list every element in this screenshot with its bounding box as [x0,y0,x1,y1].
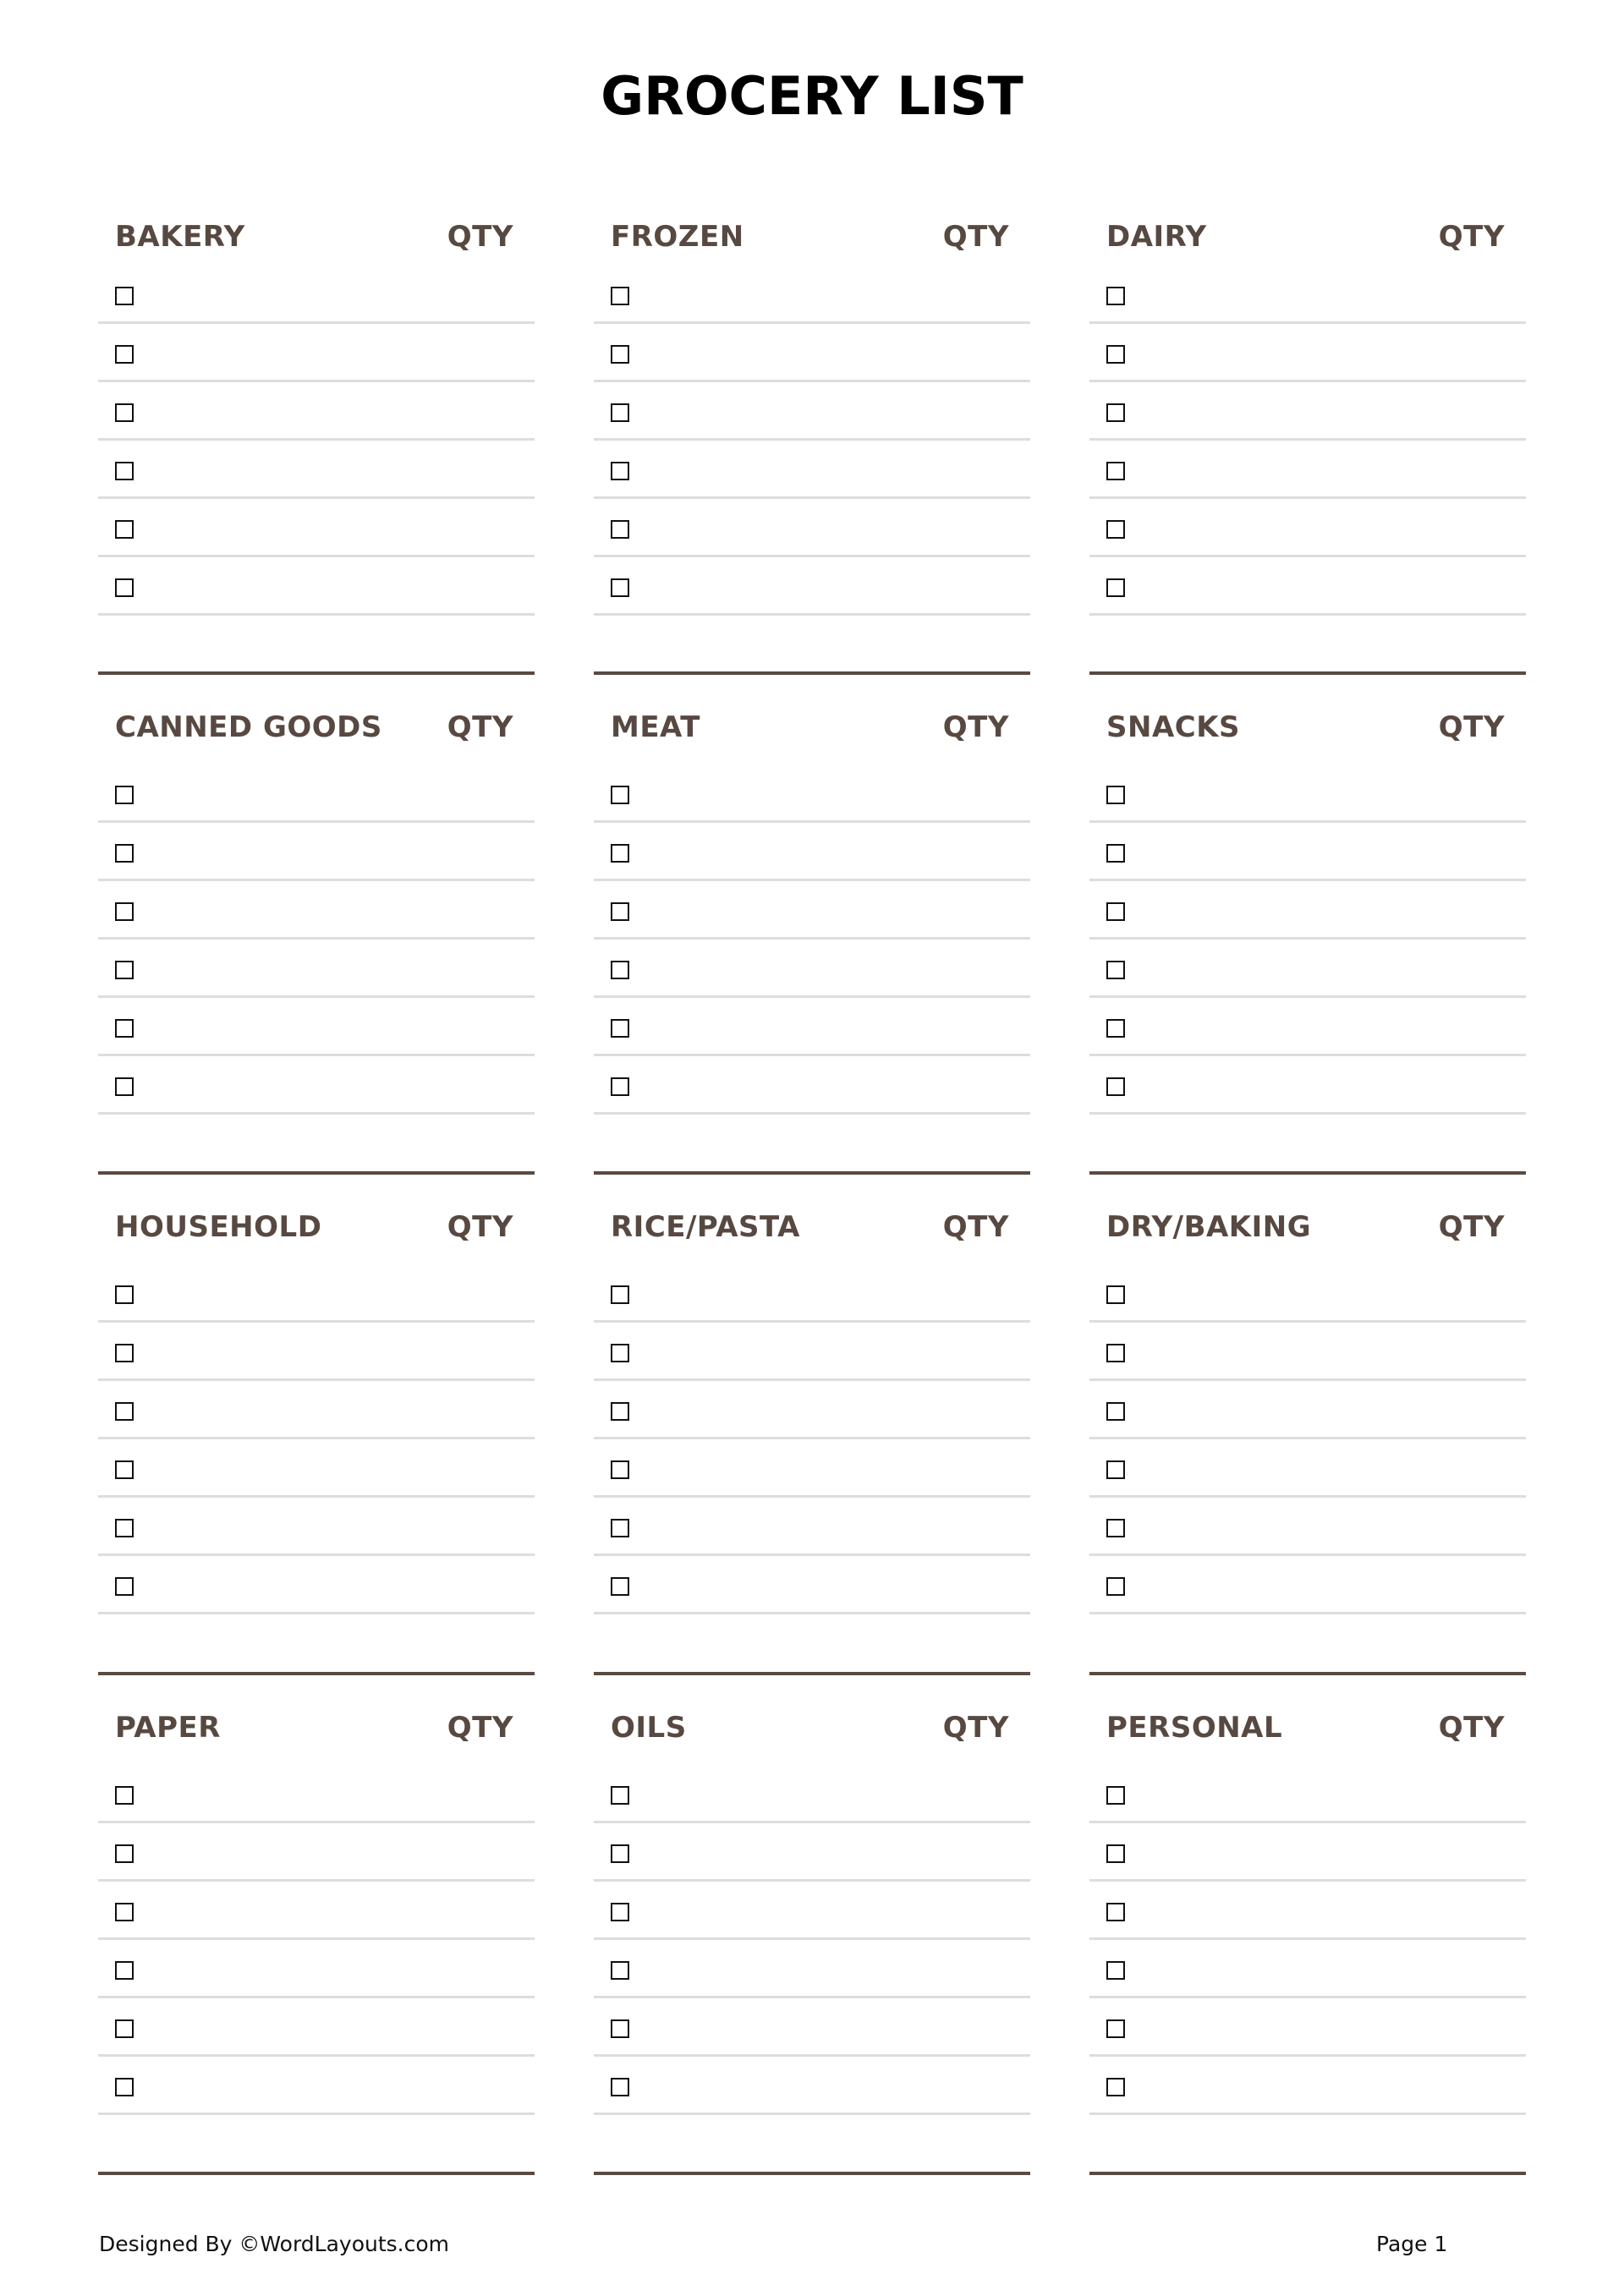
row-divider [594,1612,1030,1614]
list-item[interactable] [594,940,1030,998]
footer-credit: Designed By ©WordLayouts.com [99,2232,450,2256]
checkbox-icon[interactable] [115,1402,134,1421]
row-divider [594,613,1030,616]
list-item[interactable] [1089,1823,1526,1882]
list-item[interactable] [594,1439,1030,1498]
row-divider [1089,1112,1526,1115]
list-item[interactable] [98,266,535,324]
section-divider [98,1171,535,1175]
list-item[interactable] [1089,823,1526,881]
list-item[interactable] [1089,1882,1526,1940]
section-header [1106,704,1505,742]
checkbox-icon[interactable] [1106,1577,1125,1596]
checkbox-icon[interactable] [611,462,629,480]
section-title: DRY/BAKING [1106,1210,1312,1244]
section-header [611,704,1009,742]
checkbox-icon[interactable] [611,1844,629,1863]
checkbox-icon[interactable] [115,287,134,305]
row-divider [1089,613,1526,616]
section-divider [98,1672,535,1675]
checkbox-icon[interactable] [115,2019,134,2038]
checkbox-icon[interactable] [115,1844,134,1863]
list-item[interactable] [1089,940,1526,998]
list-item[interactable] [98,1323,535,1381]
checkbox-icon[interactable] [115,961,134,979]
row-divider [1089,1612,1526,1614]
list-item[interactable] [1089,1940,1526,1998]
qty-label: QTY [942,1711,1009,1745]
list-item[interactable] [1089,1381,1526,1439]
list-item[interactable] [98,940,535,998]
list-item[interactable] [1089,1556,1526,1614]
list-item[interactable] [1089,2057,1526,2115]
section-title: SNACKS [1106,710,1241,744]
list-item[interactable] [98,998,535,1056]
section-header [115,1705,513,1745]
list-item[interactable] [1089,266,1526,324]
section-title: CANNED GOODS [115,710,382,744]
checkbox-icon[interactable] [611,1786,629,1805]
checkbox-icon[interactable] [611,961,629,979]
checkbox-icon[interactable] [1106,1961,1125,1980]
checkbox-icon[interactable] [115,1903,134,1921]
list-item[interactable] [594,441,1030,499]
list-item[interactable] [1089,764,1526,823]
checkbox-icon[interactable] [115,1019,134,1038]
checkbox-icon[interactable] [1106,2078,1125,2096]
list-item[interactable] [594,1765,1030,1823]
checkbox-icon[interactable] [611,345,629,364]
list-item[interactable] [594,324,1030,382]
checkbox-icon[interactable] [1106,844,1125,863]
list-item[interactable] [1089,441,1526,499]
list-item[interactable] [594,1056,1030,1115]
list-item[interactable] [98,1998,535,2057]
list-item[interactable] [594,1940,1030,1998]
checkbox-icon[interactable] [611,844,629,863]
section-title: HOUSEHOLD [115,1210,322,1244]
checkbox-icon[interactable] [1106,345,1125,364]
bottom-divider [98,2172,535,2175]
list-item[interactable] [98,557,535,616]
bottom-divider [1089,2172,1526,2175]
checkbox-icon[interactable] [1106,1344,1125,1362]
list-item[interactable] [98,1439,535,1498]
checkbox-icon[interactable] [611,1402,629,1421]
list-item[interactable] [1089,1056,1526,1115]
section-divider [1089,1171,1526,1175]
list-item[interactable] [594,557,1030,616]
checkbox-icon[interactable] [611,578,629,597]
list-item[interactable] [594,1264,1030,1323]
section-title: OILS [611,1711,687,1745]
qty-label: QTY [942,220,1009,254]
checkbox-icon[interactable] [611,287,629,305]
checkbox-icon[interactable] [1106,403,1125,422]
list-item[interactable] [98,823,535,881]
qty-label: QTY [1438,1711,1505,1745]
list-item[interactable] [594,266,1030,324]
checkbox-icon[interactable] [115,786,134,804]
checkbox-icon[interactable] [115,1519,134,1537]
checkbox-icon[interactable] [611,1519,629,1537]
qty-label: QTY [942,1210,1009,1244]
checkbox-icon[interactable] [1106,1844,1125,1863]
list-item[interactable] [98,764,535,823]
section-divider [98,671,535,675]
list-item[interactable] [1089,998,1526,1056]
bottom-divider [594,2172,1030,2175]
list-item[interactable] [98,324,535,382]
section-header [115,1204,513,1244]
list-item[interactable] [594,1823,1030,1882]
checkbox-icon[interactable] [115,902,134,921]
section-header [611,1705,1009,1745]
list-item[interactable] [98,1823,535,1882]
checkbox-icon[interactable] [1106,1285,1125,1304]
list-item[interactable] [594,499,1030,557]
checkbox-icon[interactable] [611,1961,629,1980]
list-item[interactable] [1089,1998,1526,2057]
checkbox-icon[interactable] [1106,1903,1125,1921]
section-title: PAPER [115,1711,221,1745]
checkbox-icon[interactable] [1106,1077,1125,1096]
list-item[interactable] [1089,324,1526,382]
checkbox-icon[interactable] [1106,520,1125,539]
checkbox-icon[interactable] [115,1344,134,1362]
section-divider [594,1672,1030,1675]
row-divider [1089,2112,1526,2115]
checkbox-icon[interactable] [115,462,134,480]
section-header [1106,1204,1505,1244]
list-item[interactable] [594,2057,1030,2115]
section-header [115,214,513,254]
list-item[interactable] [98,881,535,940]
checkbox-icon[interactable] [611,520,629,539]
list-item[interactable] [594,1556,1030,1614]
list-item[interactable] [98,1056,535,1115]
checkbox-icon[interactable] [1106,2019,1125,2038]
checkbox-icon[interactable] [115,2078,134,2096]
checkbox-icon[interactable] [1106,1460,1125,1479]
checkbox-icon[interactable] [115,1786,134,1805]
list-item[interactable] [98,1498,535,1556]
list-item[interactable] [594,1498,1030,1556]
section-title: BAKERY [115,220,245,254]
row-divider [594,1112,1030,1115]
qty-label: QTY [447,1711,513,1745]
row-divider [98,1612,535,1614]
list-item[interactable] [594,823,1030,881]
checkbox-icon[interactable] [1106,786,1125,804]
list-item[interactable] [594,1998,1030,2057]
list-item[interactable] [98,1940,535,1998]
row-divider [98,2112,535,2115]
list-item[interactable] [98,382,535,441]
checkbox-icon[interactable] [1106,578,1125,597]
section-header [611,214,1009,254]
checkbox-icon[interactable] [115,520,134,539]
checkbox-icon[interactable] [1106,287,1125,305]
list-item[interactable] [1089,1264,1526,1323]
list-item[interactable] [1089,1439,1526,1498]
checkbox-icon[interactable] [611,403,629,422]
checkbox-icon[interactable] [611,786,629,804]
checkbox-icon[interactable] [611,1285,629,1304]
section-header [611,1204,1009,1244]
checkbox-icon[interactable] [115,578,134,597]
qty-label: QTY [447,220,513,254]
section-title: DAIRY [1106,220,1207,254]
checkbox-icon[interactable] [115,403,134,422]
qty-label: QTY [1438,1210,1505,1244]
page-number: Page 1 [1376,2232,1448,2256]
page-title: GROCERY LIST [601,65,1023,127]
checkbox-icon[interactable] [115,844,134,863]
qty-label: QTY [447,1210,513,1244]
qty-label: QTY [1438,710,1505,744]
list-item[interactable] [98,441,535,499]
checkbox-icon[interactable] [115,1077,134,1096]
list-item[interactable] [98,499,535,557]
section-title: PERSONAL [1106,1711,1283,1745]
row-divider [594,2112,1030,2115]
checkbox-icon[interactable] [1106,902,1125,921]
list-item[interactable] [594,764,1030,823]
list-item[interactable] [594,998,1030,1056]
section-title: RICE/PASTA [611,1210,800,1244]
checkbox-icon[interactable] [115,1285,134,1304]
section-divider [1089,1672,1526,1675]
checkbox-icon[interactable] [115,1460,134,1479]
list-item[interactable] [98,1381,535,1439]
checkbox-icon[interactable] [611,1344,629,1362]
checkbox-icon[interactable] [611,1460,629,1479]
section-header [115,704,513,742]
checkbox-icon[interactable] [611,2078,629,2096]
checkbox-icon[interactable] [611,1019,629,1038]
row-divider [98,613,535,616]
list-item[interactable] [98,1556,535,1614]
checkbox-icon[interactable] [1106,462,1125,480]
row-divider [98,1112,535,1115]
checkbox-icon[interactable] [611,1577,629,1596]
section-divider [594,671,1030,675]
list-item[interactable] [1089,499,1526,557]
section-header [1106,1705,1505,1745]
checkbox-icon[interactable] [115,1577,134,1596]
list-item[interactable] [1089,1765,1526,1823]
checkbox-icon[interactable] [1106,1019,1125,1038]
section-title: MEAT [611,710,700,744]
list-item[interactable] [98,1765,535,1823]
list-item[interactable] [1089,557,1526,616]
list-item[interactable] [98,1882,535,1940]
checkbox-icon[interactable] [1106,961,1125,979]
checkbox-icon[interactable] [1106,1519,1125,1537]
section-divider [594,1171,1030,1175]
checkbox-icon[interactable] [611,1903,629,1921]
section-title: FROZEN [611,220,744,254]
list-item[interactable] [594,881,1030,940]
checkbox-icon[interactable] [115,1961,134,1980]
qty-label: QTY [447,710,513,744]
checkbox-icon[interactable] [1106,1786,1125,1805]
checkbox-icon[interactable] [611,2019,629,2038]
qty-label: QTY [942,710,1009,744]
section-header [1106,214,1505,254]
list-item[interactable] [594,1323,1030,1381]
list-item[interactable] [594,382,1030,441]
checkbox-icon[interactable] [1106,1402,1125,1421]
section-divider [1089,671,1526,675]
list-item[interactable] [1089,881,1526,940]
list-item[interactable] [98,2057,535,2115]
list-item[interactable] [1089,382,1526,441]
list-item[interactable] [594,1381,1030,1439]
list-item[interactable] [594,1882,1030,1940]
checkbox-icon[interactable] [611,1077,629,1096]
checkbox-icon[interactable] [611,902,629,921]
list-item[interactable] [98,1264,535,1323]
list-item[interactable] [1089,1323,1526,1381]
list-item[interactable] [1089,1498,1526,1556]
qty-label: QTY [1438,220,1505,254]
checkbox-icon[interactable] [115,345,134,364]
